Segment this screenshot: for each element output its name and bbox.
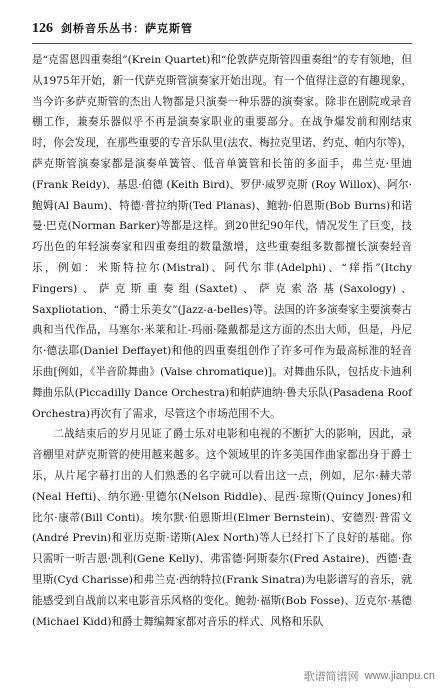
header-rule — [32, 43, 412, 44]
running-title: 剑桥音乐丛书：萨克斯管 — [61, 22, 193, 35]
watermark-url: www.jianpu.cn — [364, 670, 435, 682]
paragraph-1: 是“克雷恩四重奏组”(Krein Quartet)和“伦敦萨克斯管四重奏组”的专有领地，但从1975年开始，新一代萨克斯管演奏家开始出现。有一个值得注意的有趣现象，当今许多萨克斯管的杰出人物都是只演奏一种乐器的演奏家。除非在剧院或录音棚工作，兼奏乐器似乎不再是演奏家职业的重要部分。在战争爆发前和刚结束时，你会发现，在那些重要的专音乐队里(法农、梅拉克里诺、约克、帕内尔等)，萨克斯管演奏家都是演奏单簧管、低音单簧管和长笛的多面手，弗兰克·里迪(Frank Reidy)、基思·伯德 (Keith Bird)、罗伊·威罗克斯 (Roy Willox)、阿尔·鲍姆(Al Baum)、特德·普拉纳斯(Ted Planas)、鲍勃·伯恩斯(Bob Burns)和诺曼·巴克(Norman Barker)等都是这样。到20世纪90年代，情况发生了巨变，技巧出色的年轻演奏家和四重奏组的数量激增，这些重奏组多数都擅长演奏轻音乐，例如：米斯特拉尔(Mistral)、阿代尔菲(Adelphi)、“痒指”(Itchy Fingers)、萨克斯重奏组(Saxtet)、萨克索洛基(Saxology)、Saxpliotation、“爵士乐美女”(Jazz-a-belles)等。法国的许多演奏家主要演奏古典和当代作品，马塞尔·米莱和让-玛丽·隆戴都是这方面的杰出大师，但是，丹尼尔·德法耶(Daniel Deffayet)和他的四重奏组创作了许多可作为最高标准的轻音乐曲[例如，《半音阶舞曲》(Valse chromatique)]。对舞曲乐队，包括皮卡迪利舞曲乐队(Piccadilly Dance Orchestra)和帕萨迪纳·鲁夫乐队(Pasadena Roof Orchestra)再次有了需求，尽管这个市场范围不大。 — [32, 54, 412, 420]
watermark — [304, 668, 435, 684]
body-text — [32, 50, 412, 632]
watermark-site-name: 歌谱简谱网 — [303, 670, 359, 683]
page-header — [32, 20, 412, 40]
page-number: 126 — [32, 21, 53, 36]
paragraph-2: 二战结束后的岁月见证了爵士乐对电影和电视的不断扩大的影响，因此，录音棚里对萨克斯管的使用越来越多。这个领域里的许多美国作曲家都出身于爵士乐，从片尾字幕打出的人们熟悉的名字就可以看出这一点，例如，尼尔·赫夫蒂(Neal Hefti)、纳尔逊·里德尔(Nelson Riddle)、昆西·琼斯(Quincy Jones)和比尔·康蒂(Bill Conti)。埃尔默·伯恩斯坦(Elmer Bernstein)、安德烈·普雷文(André Previn)和亚历克斯·诺斯(Alex North)等人已经打下了良好的基础。你只需听一听吉恩·凯利(Gene Kelly)、弗雷德·阿斯泰尔(Fred Astaire)、西德·查里斯(Cyd Charisse)和弗兰克·西纳特拉(Frank Sinatra)为电影谱写的音乐，就能感受到自战前以来电影音乐风格的变化。鲍勃·福斯(Bob Fosse)、迈克尔·基德(Michael Kidd)和爵士舞编舞家都对音乐的样式、风格和乐队 — [32, 428, 412, 628]
